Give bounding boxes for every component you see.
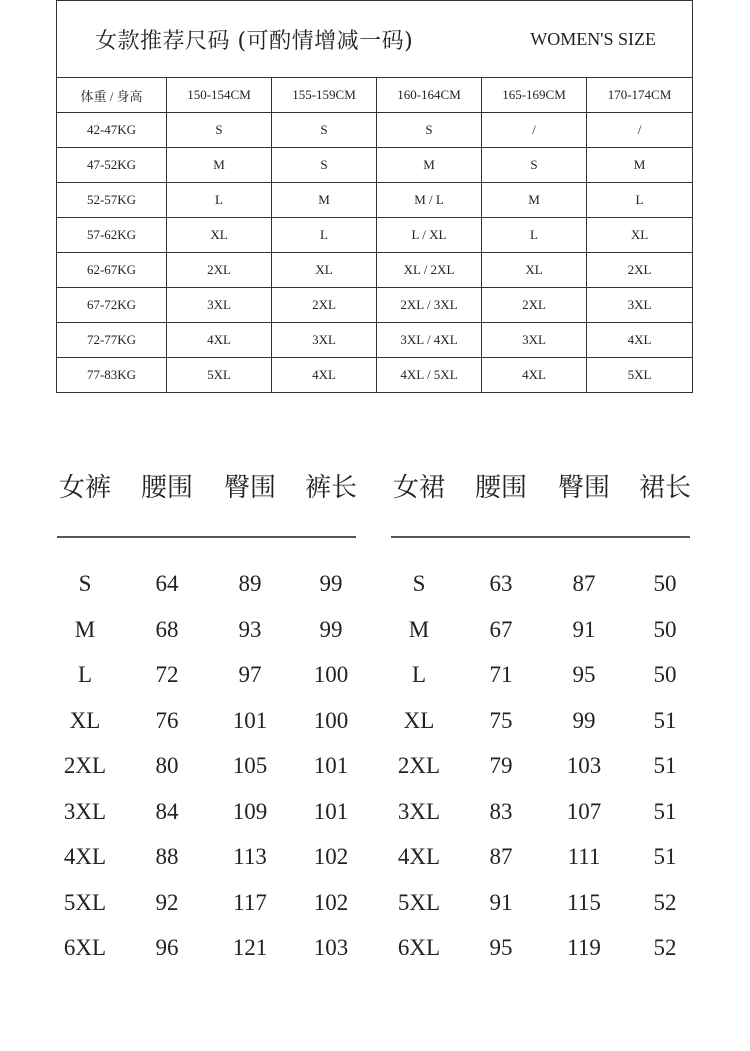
weight-cell: 42-47KG xyxy=(57,113,167,148)
skirt-measurement: 99 xyxy=(572,707,596,733)
pants-measurement: 113 xyxy=(233,844,267,869)
pants-measurement: 117 xyxy=(233,889,267,915)
table-header-row xyxy=(57,78,693,113)
skirt-measurement: 103 xyxy=(566,753,602,778)
skirt-measurement: 52 xyxy=(653,935,677,960)
skirt-size-label: 3XL xyxy=(397,798,441,824)
skirt-measurement: 63 xyxy=(489,571,513,596)
size-cell: 3XL xyxy=(482,323,587,358)
skirt-measurement: 51 xyxy=(653,798,677,824)
skirt-measurement: 111 xyxy=(567,844,601,869)
header-cell: 150-154CM xyxy=(167,78,272,113)
skirt-measurement: 51 xyxy=(653,753,677,778)
skirt-column-header: 臀围 xyxy=(557,473,610,503)
size-cell: XL / 2XL xyxy=(377,253,482,288)
size-cell: L / XL xyxy=(377,218,482,253)
skirt-measurement: 87 xyxy=(489,844,513,869)
skirt-measurement: 71 xyxy=(489,662,513,687)
skirt-measurement: 75 xyxy=(489,707,513,733)
table-row xyxy=(57,148,693,183)
pants-measurement: 99 xyxy=(319,616,343,642)
pants-measurement: 93 xyxy=(238,616,262,642)
skirt-measurement: 87 xyxy=(572,571,596,596)
pants-measurement: 109 xyxy=(232,798,268,824)
pants-measurement: 101 xyxy=(313,798,349,824)
table-row xyxy=(57,288,693,323)
skirt-measurement: 51 xyxy=(653,844,677,869)
pants-column-header: 腰围 xyxy=(140,473,193,503)
pants-measurement: 103 xyxy=(313,935,349,960)
pants-measurement: 101 xyxy=(313,753,349,778)
size-cell: 4XL xyxy=(587,323,693,358)
pants-measurement: 89 xyxy=(238,571,262,596)
skirt-measurement: 50 xyxy=(653,616,677,642)
size-cell: 3XL xyxy=(272,323,377,358)
size-cell: 2XL / 3XL xyxy=(377,288,482,323)
pants-measurement: 105 xyxy=(232,753,268,778)
size-cell: S xyxy=(272,148,377,183)
size-cell: M / L xyxy=(377,183,482,218)
weight-cell: 52-57KG xyxy=(57,183,167,218)
size-cell: XL xyxy=(272,253,377,288)
size-cell: L xyxy=(482,218,587,253)
skirt-size-label: 5XL xyxy=(397,889,441,915)
pants-size-label: S xyxy=(78,571,92,596)
size-cell: / xyxy=(482,113,587,148)
size-cell: 2XL xyxy=(482,288,587,323)
weight-cell: 67-72KG xyxy=(57,288,167,323)
skirt-measurement: 83 xyxy=(489,798,513,824)
skirt-size-label: 6XL xyxy=(397,935,441,960)
pants-size-label: M xyxy=(74,616,96,642)
pants-size-label: L xyxy=(77,662,93,687)
header-cell: 170-174CM xyxy=(587,78,693,113)
pants-size-label: 3XL xyxy=(63,798,107,824)
skirt-measurement: 50 xyxy=(653,662,677,687)
weight-cell: 77-83KG xyxy=(57,358,167,393)
skirt-size-label: S xyxy=(412,571,426,596)
pants-measurement: 92 xyxy=(155,889,179,915)
skirt-column-header: 腰围 xyxy=(474,473,527,503)
pants-measurement: 76 xyxy=(155,707,179,733)
weight-cell: 62-67KG xyxy=(57,253,167,288)
size-cell: 4XL xyxy=(482,358,587,393)
skirt-size-label: 4XL xyxy=(397,844,441,869)
size-cell: M xyxy=(482,183,587,218)
size-cell: M xyxy=(272,183,377,218)
header-cell: 160-164CM xyxy=(377,78,482,113)
size-cell: 5XL xyxy=(167,358,272,393)
header-cell: 165-169CM xyxy=(482,78,587,113)
table-row xyxy=(57,253,693,288)
weight-cell: 72-77KG xyxy=(57,323,167,358)
size-cell: L xyxy=(272,218,377,253)
table-row xyxy=(57,323,693,358)
size-cell: S xyxy=(377,113,482,148)
size-cell: M xyxy=(167,148,272,183)
skirt-measurement: 107 xyxy=(566,798,602,824)
weight-cell: 47-52KG xyxy=(57,148,167,183)
table-row xyxy=(57,183,693,218)
pants-measurement: 100 xyxy=(313,662,349,687)
title-chinese: 女款推荐尺码 (可酌情增减一码) xyxy=(95,28,414,54)
pants-measurement: 96 xyxy=(155,935,179,960)
size-cell: 2XL xyxy=(167,253,272,288)
skirt-column-header: 女裙 xyxy=(392,473,445,503)
table-row xyxy=(57,113,693,148)
size-cell: 5XL xyxy=(587,358,693,393)
pants-size-label: 2XL xyxy=(63,753,107,778)
skirt-measurement: 52 xyxy=(653,889,677,915)
skirt-measurement: 67 xyxy=(489,616,513,642)
size-cell: / xyxy=(587,113,693,148)
skirt-measurement: 95 xyxy=(572,662,596,687)
pants-column-header: 臀围 xyxy=(223,473,276,503)
size-cell: 2XL xyxy=(587,253,693,288)
size-cell: S xyxy=(272,113,377,148)
header-cell: 体重 / 身高 xyxy=(57,78,167,113)
skirt-measurement: 51 xyxy=(653,707,677,733)
pants-measurement: 88 xyxy=(155,844,179,869)
skirt-size-label: L xyxy=(411,662,427,687)
size-cell: 4XL xyxy=(272,358,377,393)
skirt-divider xyxy=(391,536,690,538)
size-cell: M xyxy=(377,148,482,183)
weight-cell: 57-62KG xyxy=(57,218,167,253)
table-row xyxy=(57,218,693,253)
table-title-cell xyxy=(57,1,693,78)
size-cell: 3XL xyxy=(167,288,272,323)
pants-measurement: 97 xyxy=(238,662,262,687)
pants-measurement: 101 xyxy=(232,707,268,733)
pants-size-label: 4XL xyxy=(63,844,107,869)
size-cell: 3XL xyxy=(587,288,693,323)
header-cell: 155-159CM xyxy=(272,78,377,113)
size-cell: S xyxy=(482,148,587,183)
size-recommendation-table xyxy=(56,0,693,393)
skirt-measurement: 115 xyxy=(567,889,601,915)
size-cell: XL xyxy=(167,218,272,253)
size-cell: L xyxy=(167,183,272,218)
title-english: WOMEN'S SIZE xyxy=(530,29,657,49)
size-cell: L xyxy=(587,183,693,218)
pants-measurement: 100 xyxy=(313,707,349,733)
skirt-measurement: 79 xyxy=(489,753,513,778)
pants-size-label: XL xyxy=(69,707,101,733)
size-cell: 3XL / 4XL xyxy=(377,323,482,358)
pants-divider xyxy=(57,536,356,538)
pants-size-label: 6XL xyxy=(63,935,107,960)
skirt-measurement: 91 xyxy=(572,616,596,642)
size-cell: 4XL xyxy=(167,323,272,358)
pants-measurement: 102 xyxy=(313,844,349,869)
skirt-size-label: 2XL xyxy=(397,753,441,778)
pants-column-header: 裤长 xyxy=(304,473,357,503)
skirt-measurement: 95 xyxy=(489,935,513,960)
size-cell: 2XL xyxy=(272,288,377,323)
pants-measurement: 68 xyxy=(155,616,179,642)
skirt-column-header: 裙长 xyxy=(638,473,691,503)
pants-measurement: 84 xyxy=(155,798,179,824)
skirt-measurement: 91 xyxy=(489,889,513,915)
pants-measurement: 99 xyxy=(319,571,343,596)
size-cell: XL xyxy=(482,253,587,288)
pants-column-header: 女裤 xyxy=(58,473,111,503)
pants-size-label: 5XL xyxy=(63,889,107,915)
pants-measurement: 64 xyxy=(155,571,179,596)
size-cell: XL xyxy=(587,218,693,253)
skirt-size-label: M xyxy=(408,616,430,642)
skirt-measurement: 50 xyxy=(653,571,677,596)
skirt-size-label: XL xyxy=(403,707,435,733)
table-row xyxy=(57,358,693,393)
pants-measurement: 72 xyxy=(155,662,179,687)
pants-measurement: 102 xyxy=(313,889,349,915)
pants-measurement: 121 xyxy=(232,935,268,960)
skirt-measurement: 119 xyxy=(567,935,601,960)
pants-measurement: 80 xyxy=(155,753,179,778)
size-cell: S xyxy=(167,113,272,148)
size-cell: 4XL / 5XL xyxy=(377,358,482,393)
size-cell: M xyxy=(587,148,693,183)
